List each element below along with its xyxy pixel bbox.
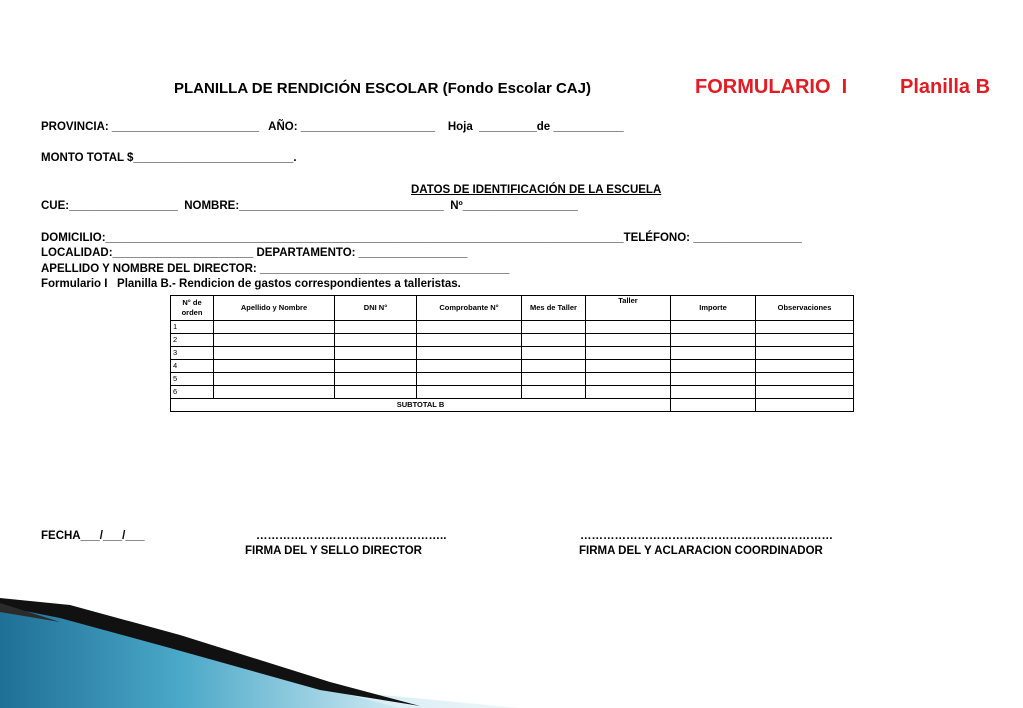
- header-cell: Importe: [671, 296, 756, 321]
- row-number: 5: [171, 373, 214, 386]
- signature-dots-director: …………………………………………..: [256, 530, 447, 542]
- header-cell: DNI N°: [335, 296, 417, 321]
- row-number: 2: [171, 334, 214, 347]
- cue-line: CUE:_________________ NOMBRE:________________________________ Nº__________________: [41, 200, 578, 212]
- planilla-label: Planilla B: [900, 76, 991, 98]
- row-number: 1: [171, 321, 214, 334]
- localidad-line: LOCALIDAD:______________________ DEPARTAMENTO: _________________: [41, 247, 468, 259]
- section-title: DATOS DE IDENTIFICACIÓN DE LA ESCUELA: [411, 184, 662, 196]
- header-cell: Mes de Taller: [522, 296, 586, 321]
- row-number: 3: [171, 347, 214, 360]
- header-cell: Comprobante N°: [417, 296, 522, 321]
- subtotal-label: SUBTOTAL B: [171, 399, 671, 412]
- monto-total-line: MONTO TOTAL $_________________________.: [41, 152, 297, 164]
- header-cell: N° de orden: [171, 296, 214, 321]
- row-number: 6: [171, 386, 214, 399]
- domicilio-line: DOMICILIO:_________________________________________________________________________________TELÉFONO: _________________: [41, 232, 802, 244]
- formulario-label: FORMULARIO I: [695, 76, 848, 98]
- provincia-line: PROVINCIA: _______________________ AÑO: _____________________ Hoja _________de ___________: [41, 121, 624, 133]
- header-cell: Taller: [586, 296, 671, 321]
- firma-coordinador-label: FIRMA DEL Y ACLARACION COORDINADOR: [579, 545, 823, 557]
- director-line: APELLIDO Y NOMBRE DEL DIRECTOR: _______________________________________: [41, 263, 510, 275]
- header-cell: Observaciones: [756, 296, 854, 321]
- header-cell: Apellido y Nombre: [214, 296, 335, 321]
- fecha-line: FECHA___/___/___: [41, 530, 145, 542]
- firma-director-label: FIRMA DEL Y SELLO DIRECTOR: [245, 545, 422, 557]
- signature-dots-coordinador: …………………………………………………………: [580, 530, 833, 542]
- formulario-caption: Formulario I Planilla B.- Rendicion de gastos correspondientes a talleristas.: [41, 278, 461, 290]
- page-title: PLANILLA DE RENDICIÓN ESCOLAR (Fondo Escolar CAJ): [174, 80, 591, 97]
- row-number: 4: [171, 360, 214, 373]
